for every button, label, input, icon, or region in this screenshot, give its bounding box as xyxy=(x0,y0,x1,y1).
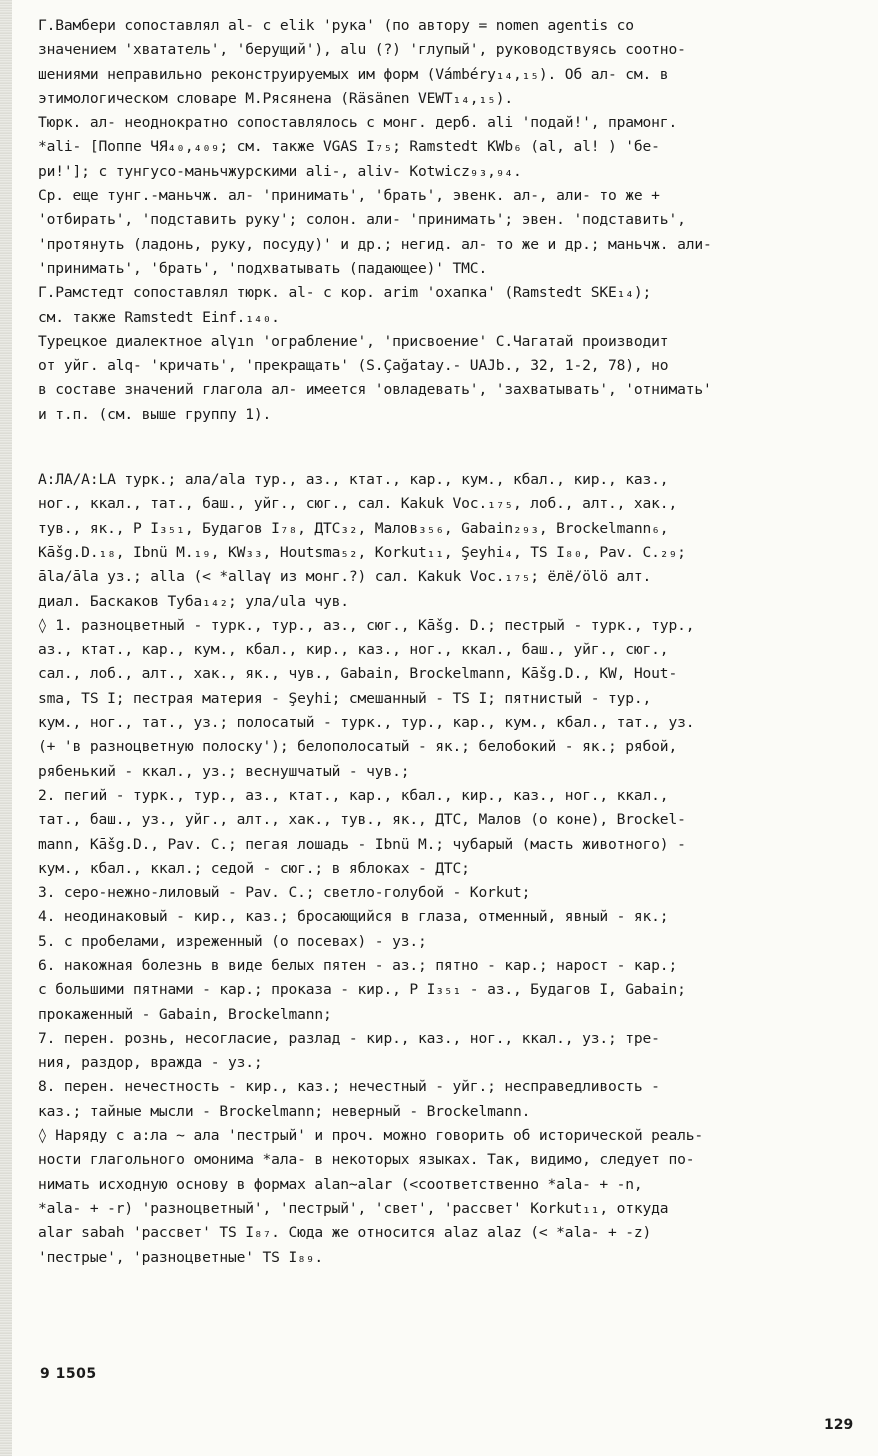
text-line: ния, раздор, вражда - уз.; xyxy=(38,1054,263,1072)
text-line: значением 'хвататель', 'берущий'), alu (?) 'глупый', руководствуясь соотно- xyxy=(38,41,686,59)
text-line: 'принимать', 'брать', 'подхватывать (падающее)' ТМС. xyxy=(38,259,488,277)
text-line: тув., як., Р I₃₅₁, Будагов I₇₈, ДТС₃₂, Малов₃₅₆, Gabain₂₉₃, Brockelmann₆, xyxy=(38,519,669,537)
text-line: нимать исходную основу в формах alan~alar (<соответственно *ala- + -n, xyxy=(38,1175,643,1193)
text-line: от уйг. alq- 'кричать', 'прекращать' (S.Çağatay.- UAJb., 32, 1-2, 78), но xyxy=(38,357,669,375)
paragraph-block-entry-ala xyxy=(38,468,866,1270)
text-line: каз.; тайные мысли - Brockelmann; неверный - Brockelmann. xyxy=(38,1102,531,1120)
text-line: диал. Баскаков Туба₁₄₂; ула/ula чув. xyxy=(38,592,349,610)
text-line: 7. перен. рознь, несогласие, разлад - кир., каз., ног., ккал., уз.; тре- xyxy=(38,1029,660,1047)
text-line: 'протянуть (ладонь, руку, посуду)' и др.; негид. ал- то же и др.; маньчж. али- xyxy=(38,235,712,253)
text-line: 3. серо-нежно-лиловый - Pav. C.; светло-голубой - Korkut; xyxy=(38,884,531,902)
text-line: аз., ктат., кар., кум., кбал., кир., каз., ног., ккал., баш., уйг., сюг., xyxy=(38,641,669,659)
text-line: 'пестрые', 'разноцветные' TS I₈₉. xyxy=(38,1248,323,1266)
text-line: Турецкое диалектное alγın 'ограбление', 'присвоение' С.Чагатай производит xyxy=(38,332,669,350)
section-gap xyxy=(38,427,866,468)
text-line: этимологическом словаре М.Рясянена (Räsänen VEWT₁₄,₁₅). xyxy=(38,89,513,107)
text-line: āla/āla уз.; alla (< *allaγ из монг.?) сал. Kakuk Voc.₁₇₅; ёлё/ölö алт. xyxy=(38,568,652,586)
text-line: ◊ Наряду с а:ла ~ ала 'пестрый' и проч. можно говорить об исторической реаль- xyxy=(38,1127,703,1145)
text-line: Ср. еще тунг.-маньчж. ал- 'принимать', 'брать', эвенк. ал-, али- то же + xyxy=(38,187,660,205)
text-line: кум., ног., тат., уз.; полосатый - турк., тур., кар., кум., кбал., тат., уз. xyxy=(38,714,695,732)
text-line: с большими пятнами - кар.; проказа - кир., Р I₃₅₁ - аз., Будагов I, Gabain; xyxy=(38,981,686,999)
text-line: 8. перен. нечестность - кир., каз.; нечестный - уйг.; несправедливость - xyxy=(38,1078,660,1096)
text-line: mann, Kāšg.D., Pav. C.; пегая лошадь - Ibnü M.; чубарый (масть животного) - xyxy=(38,835,686,853)
text-line: Тюрк. ал- неоднократно сопоставлялось с монг. дерб. ali 'подай!', прамонг. xyxy=(38,114,678,132)
scan-edge xyxy=(0,0,12,1456)
text-line: sma, TS I; пестрая материя - Şeyhi; смешанный - TS I; пятнистый - тур., xyxy=(38,689,652,707)
text-line: (+ 'в разноцветную полоску'); белополосатый - як.; белобокий - як.; рябой, xyxy=(38,738,678,756)
text-line: ри!']; с тунгусо-маньчжурскими ali-, aliv- Kotwicz₉₃,₉₄. xyxy=(38,162,522,180)
text-line: в составе значений глагола ал- имеется 'овладевать', 'захватывать', 'отнимать' xyxy=(38,381,712,399)
text-line: 4. неодинаковый - кир., каз.; бросающийся в глаза, отменный, явный - як.; xyxy=(38,908,669,926)
print-code: 9 1505 xyxy=(40,1366,97,1382)
text-line: тат., баш., уз., уйг., алт., хак., тув., як., ДТС, Малов (о коне), Brockel- xyxy=(38,811,686,829)
text-line: шениями неправильно реконструируемых им форм (Vámbéry₁₄,₁₅). Об ал- см. в xyxy=(38,65,669,83)
text-line: прокаженный - Gabain, Brockelmann; xyxy=(38,1005,332,1023)
text-line: ног., ккал., тат., баш., уйг., сюг., сал. Kakuk Voc.₁₇₅, лоб., алт., хак., xyxy=(38,495,678,513)
text-line: см. также Ramstedt Einf.₁₄₀. xyxy=(38,308,280,326)
text-line: A:ЛА/A:LA турк.; ала/ala тур., аз., ктат., кар., кум., кбал., кир., каз., xyxy=(38,471,669,489)
text-line: сал., лоб., алт., хак., як., чув., Gabain, Brockelmann, Kāšg.D., KW, Hout- xyxy=(38,665,678,683)
text-line: Г.Вамбери сопоставлял al- с elik 'рука' (по автору = nomen agentis со xyxy=(38,17,634,34)
text-line: *ali- [Поппе ЧЯ₄₀,₄₀₉; см. также VGAS I₇₅; Ramstedt KWb₆ (al, al! ) 'бе- xyxy=(38,138,660,156)
text-line: ности глагольного омонима *ала- в некоторых языках. Так, видимо, следует по- xyxy=(38,1151,695,1169)
text-line: Г.Рамстедт сопоставлял тюрк. al- с кор. arim 'охапка' (Ramstedt SKE₁₄); xyxy=(38,284,652,302)
text-line: рябенький - ккал., уз.; веснушчатый - чув.; xyxy=(38,762,410,780)
paragraph-block-etymology xyxy=(38,14,866,427)
text-line: и т.п. (см. выше группу 1). xyxy=(38,405,272,423)
text-line: 5. с пробелами, изреженный (о посевах) - уз.; xyxy=(38,932,427,950)
text-line: 6. накожная болезнь в виде белых пятен - аз.; пятно - кар.; нарост - кар.; xyxy=(38,956,678,974)
text-line: *ala- + -r) 'разноцветный', 'пестрый', 'свет', 'рассвет' Korkut₁₁, откуда xyxy=(38,1199,669,1217)
text-line: 'отбирать', 'подставить руку'; солон. али- 'принимать'; эвен. 'подставить', xyxy=(38,211,686,229)
text-line: Kāšg.D.₁₈, Ibnü M.₁₉, KW₃₃, Houtsma₅₂, Korkut₁₁, Şeyhi₄, TS I₈₀, Pav. C.₂₉; xyxy=(38,543,686,561)
page-body xyxy=(38,14,866,1270)
text-line: alar sabah 'рассвет' TS I₈₇. Сюда же относится alaz alaz (< *ala- + -z) xyxy=(38,1224,652,1242)
text-line: 2. пегий - турк., тур., аз., ктат., кар., кбал., кир., каз., ног., ккал., xyxy=(38,786,669,804)
page-number: 129 xyxy=(824,1417,854,1433)
text-line: кум., кбал., ккал.; седой - сюг.; в яблоках - ДТС; xyxy=(38,859,470,877)
text-line: ◊ 1. разноцветный - турк., тур., аз., сюг., Kāšg. D.; пестрый - турк., тур., xyxy=(38,616,695,634)
